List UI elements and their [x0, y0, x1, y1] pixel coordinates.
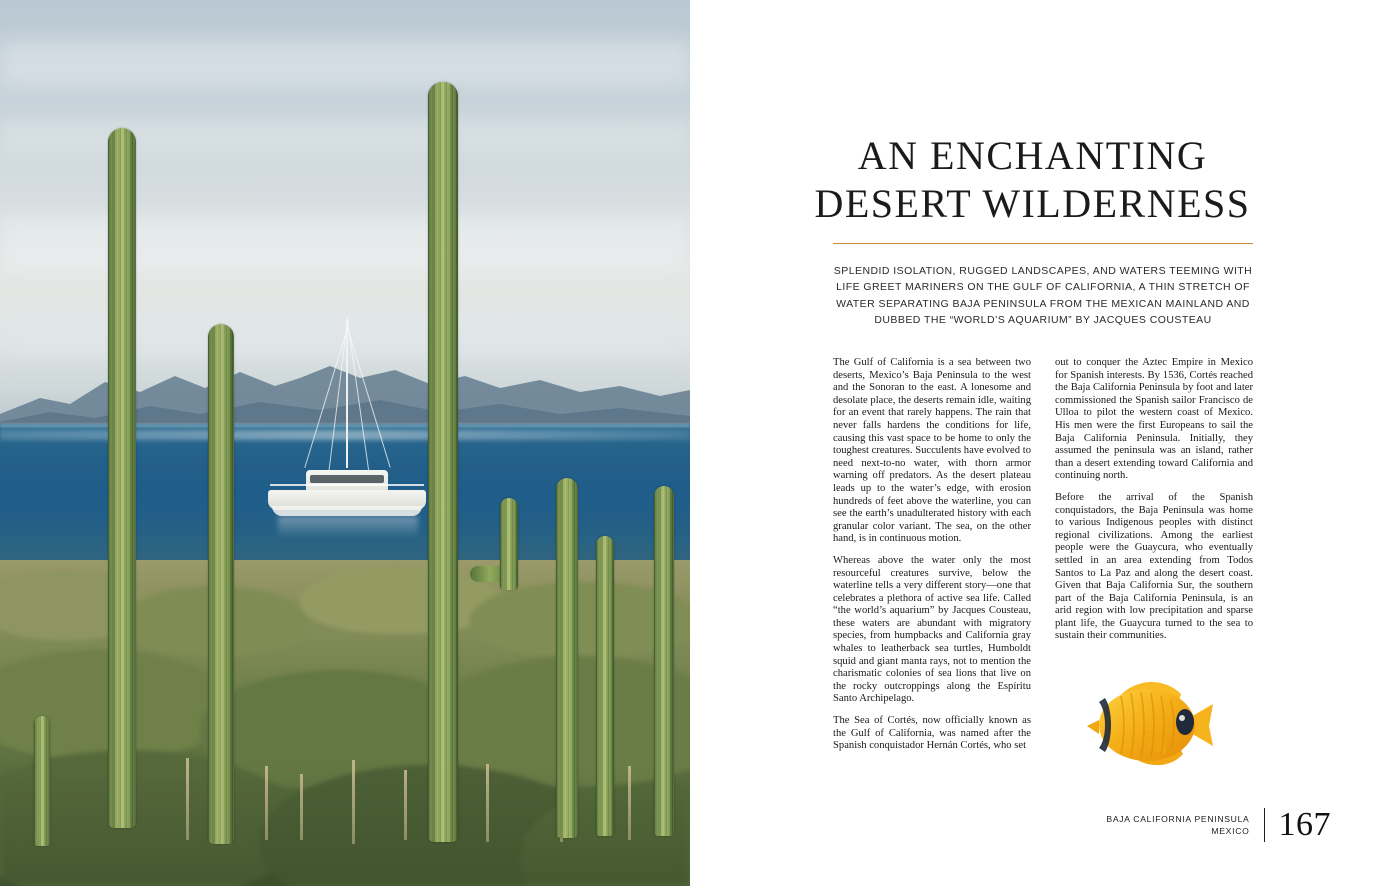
- folio: [1106, 808, 1331, 842]
- shore-vegetation: [0, 560, 690, 886]
- paragraph: Before the arrival of the Spanish conquistadors, the Baja Peninsula was home to various Indigenous peoples with distinct regional civilizations. Among the earliest people were the Guaycura, who eventually settled in an area extending from Todos Santos to La Paz and along the desert coast. Given that Baja California Sur, the southern part of the Baja California Peninsula, is an arid region with low precipitation and sparse plant life, the Guaycura turned to the sea to sustain their communities.: [1055, 491, 1253, 642]
- body-column-left: [833, 357, 1031, 777]
- article-page: [690, 0, 1375, 886]
- headline-line-1: AN ENCHANTING: [857, 133, 1208, 178]
- paragraph: Whereas above the water only the most resourceful creatures survive, below the waterline tells a very different story—one that celebrates a plethora of active sea life. Called “the world’s aquarium” by Jacques Cousteau, these waters are abundant with migratory species, from humpbacks and California gray whales to leatherback sea turtles, Humboldt squid and giant manta rays, not to mention the charismatic colonies of sea lions that live on the rocky outcroppings along the Espíritu Santo Archipelago.: [833, 554, 1031, 705]
- cardon-cactus-tall-right: [428, 82, 458, 842]
- folio-location-line-2: MEXICO: [1211, 826, 1250, 836]
- water-reflection: [278, 516, 418, 538]
- page-title: [690, 132, 1375, 228]
- folio-location: [1106, 813, 1249, 837]
- cloud-band: [0, 40, 690, 86]
- headline-line-2: DESERT WILDERNESS: [814, 181, 1251, 226]
- paragraph: out to conquer the Aztec Empire in Mexico for Spanish interests. By 1536, Cortés reached the Baja California Peninsula by foot and later commissioned the Spanish sailor Francisco de Ulloa to pilot the western coast of Mexico. His men were the first Europeans to sail the Baja California Peninsula. Initially, they assumed the peninsula was an island, rather than a desert extending toward California and continuing north.: [1055, 357, 1253, 482]
- cardon-cactus-tall-left: [108, 128, 136, 828]
- cardon-cactus-small-right: [556, 478, 578, 838]
- deck-rail: [270, 484, 424, 486]
- cactus-sprout-left: [34, 716, 50, 846]
- cardon-cactus-edge-right: [654, 486, 674, 836]
- mast: [346, 318, 348, 468]
- cardon-cactus-far-right: [596, 536, 614, 836]
- standfirst-deck: SPLENDID ISOLATION, RUGGED LANDSCAPES, AND WATERS TEEMING WITH LIFE GREET MARINERS ON THE GULF OF CALIFORNIA, A THIN STRETCH OF WATER SEPARATING BAJA PENINSULA FROM THE MEXICAN MAINLAND AND DUBBED THE “WORLD’S AQUARIUM” BY JACQUES COUSTEAU: [833, 265, 1253, 327]
- rigging-line: [304, 328, 348, 468]
- folio-location-line-1: BAJA CALIFORNIA PENINSULA: [1106, 814, 1250, 824]
- cactus-arm-upright: [500, 498, 518, 590]
- cardon-cactus-mid-left: [208, 324, 234, 844]
- page-number: 167: [1278, 806, 1331, 843]
- cabin-window: [310, 475, 384, 483]
- cloud-band: [0, 120, 690, 154]
- folio-divider: [1264, 808, 1265, 842]
- sailboat: [262, 318, 432, 533]
- gold-divider: [833, 243, 1253, 244]
- foreground-shadow: [0, 766, 690, 886]
- hull-lower: [272, 506, 422, 516]
- rigging-line: [347, 320, 369, 471]
- paragraph: The Sea of Cortés, now officially known as the Gulf of California, was named after the Spanish conquistador Hernán Cortés, who set: [833, 715, 1031, 752]
- cloud-band: [0, 215, 690, 275]
- paragraph: The Gulf of California is a sea between two deserts, Mexico’s Baja Peninsula to the west and the Sonoran to the east. A lonesome and desolate place, the deserts remain idle, waiting for an event that rarely happens. The rain that never falls hardens the conditions for life, causing this vast space to be home to only the toughest creatures. Succulents have evolved to need next-to-no water, with thorn armor warning off predators. As the desert plateau leads up to the water’s edge, with erosion hundreds of feet above the waterline, you can see the earth’s unadulterated history with each granular color variant. The sea, on the other hand, is in continuous motion.: [833, 357, 1031, 545]
- rigging-line: [347, 328, 391, 468]
- butterflyfish-illustration: [1085, 668, 1215, 783]
